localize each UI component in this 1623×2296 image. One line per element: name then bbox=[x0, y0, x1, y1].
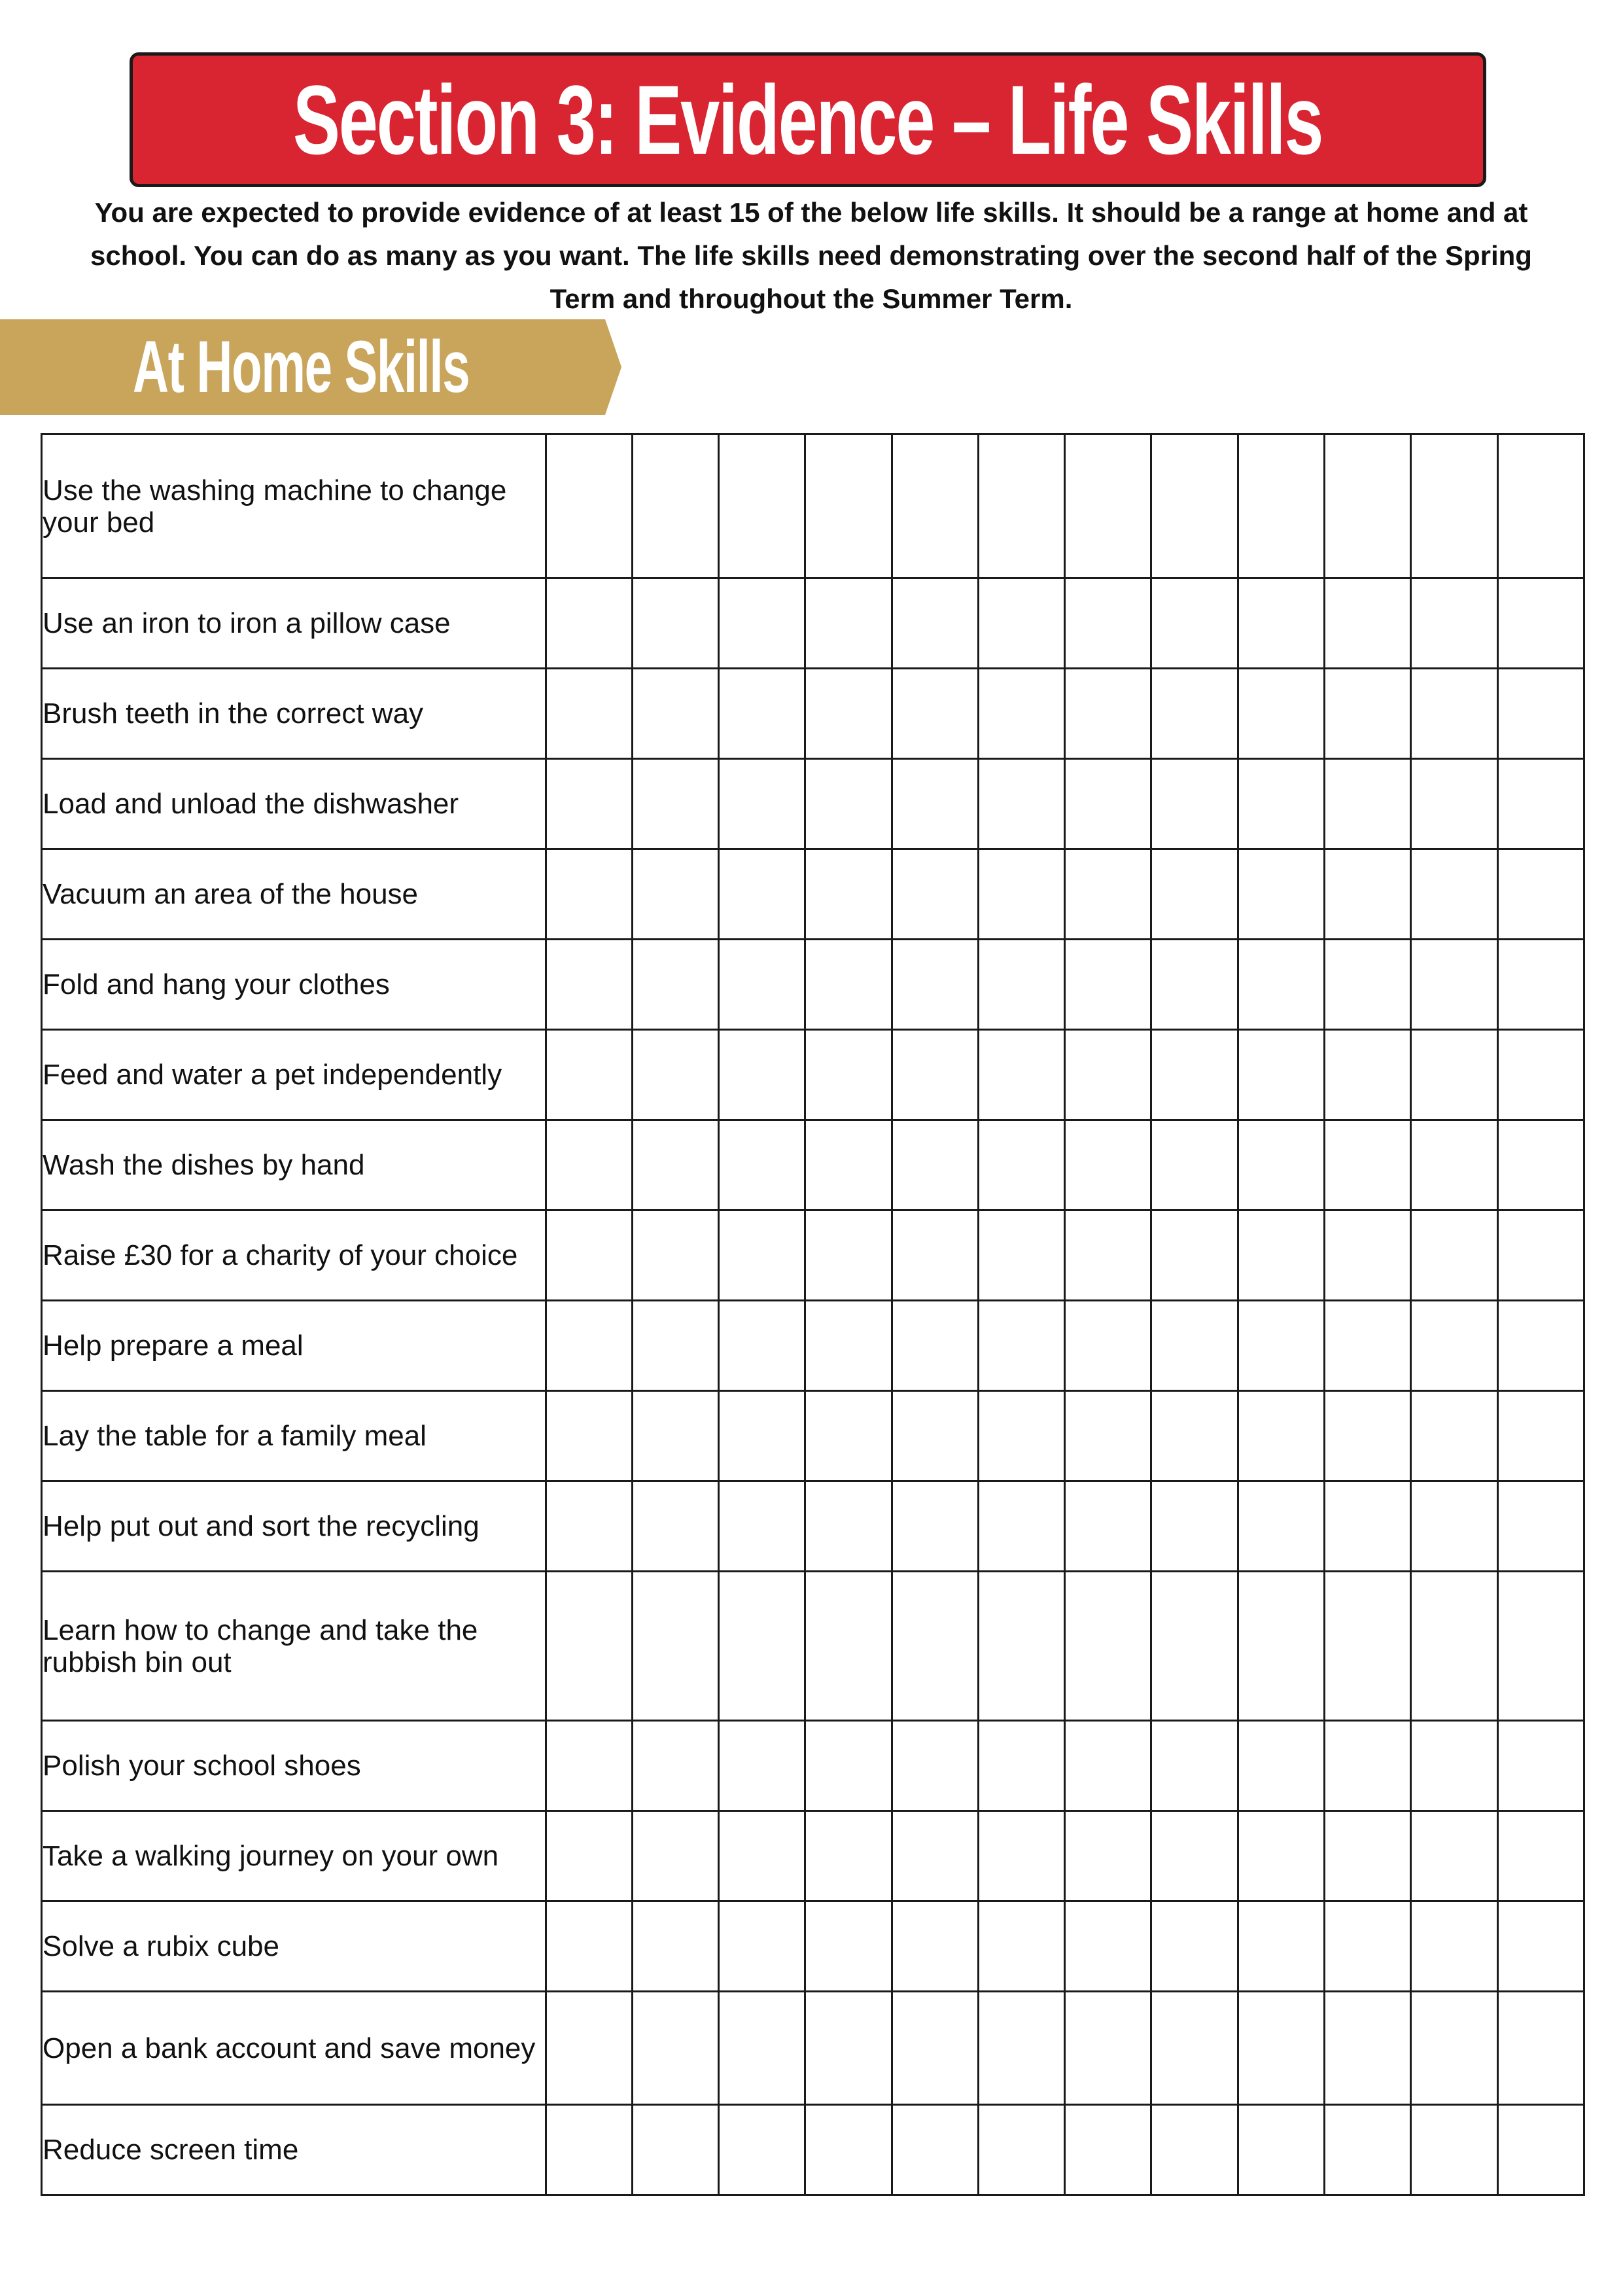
evidence-checkbox-cell[interactable] bbox=[632, 1721, 718, 1811]
evidence-checkbox-cell[interactable] bbox=[978, 2105, 1064, 2195]
evidence-checkbox-cell[interactable] bbox=[1411, 940, 1497, 1030]
evidence-checkbox-cell[interactable] bbox=[546, 1301, 632, 1391]
evidence-checkbox-cell[interactable] bbox=[632, 849, 718, 940]
evidence-checkbox-cell[interactable] bbox=[978, 849, 1064, 940]
evidence-checkbox-cell[interactable] bbox=[805, 669, 892, 759]
evidence-checkbox-cell[interactable] bbox=[805, 434, 892, 578]
evidence-checkbox-cell[interactable] bbox=[1411, 1120, 1497, 1210]
skill-label: Fold and hang your clothes bbox=[42, 940, 546, 1030]
skill-label: Raise £30 for a charity of your choice bbox=[42, 1210, 546, 1301]
evidence-checkbox-cell[interactable] bbox=[1411, 1301, 1497, 1391]
evidence-checkbox-cell[interactable] bbox=[632, 940, 718, 1030]
evidence-checkbox-cell[interactable] bbox=[1497, 1572, 1584, 1721]
evidence-checkbox-cell[interactable] bbox=[892, 1481, 978, 1572]
skill-row bbox=[42, 1391, 1584, 1481]
skill-row bbox=[42, 1030, 1584, 1120]
evidence-checkbox-cell[interactable] bbox=[632, 1301, 718, 1391]
evidence-checkbox-cell[interactable] bbox=[546, 578, 632, 669]
evidence-checkbox-cell[interactable] bbox=[1411, 849, 1497, 940]
evidence-checkbox-cell[interactable] bbox=[892, 1721, 978, 1811]
evidence-checkbox-cell[interactable] bbox=[805, 1992, 892, 2105]
evidence-checkbox-cell[interactable] bbox=[1497, 1721, 1584, 1811]
evidence-checkbox-cell[interactable] bbox=[1151, 578, 1238, 669]
evidence-checkbox-cell[interactable] bbox=[1497, 1301, 1584, 1391]
evidence-checkbox-cell[interactable] bbox=[1411, 1210, 1497, 1301]
evidence-checkbox-cell[interactable] bbox=[546, 1120, 632, 1210]
evidence-checkbox-cell[interactable] bbox=[1151, 1992, 1238, 2105]
evidence-checkbox-cell[interactable] bbox=[546, 849, 632, 940]
evidence-checkbox-cell[interactable] bbox=[719, 1481, 805, 1572]
skill-label: Load and unload the dishwasher bbox=[42, 759, 546, 849]
skill-label: Lay the table for a family meal bbox=[42, 1391, 546, 1481]
evidence-checkbox-cell[interactable] bbox=[632, 1481, 718, 1572]
evidence-checkbox-cell[interactable] bbox=[632, 1120, 718, 1210]
skill-label: Help prepare a meal bbox=[42, 1301, 546, 1391]
evidence-checkbox-cell[interactable] bbox=[1497, 1481, 1584, 1572]
evidence-checkbox-cell[interactable] bbox=[1238, 1901, 1324, 1992]
evidence-checkbox-cell[interactable] bbox=[632, 1391, 718, 1481]
evidence-checkbox-cell[interactable] bbox=[892, 434, 978, 578]
evidence-checkbox-cell[interactable] bbox=[805, 1030, 892, 1120]
evidence-checkbox-cell[interactable] bbox=[632, 669, 718, 759]
evidence-checkbox-cell[interactable] bbox=[1325, 1120, 1411, 1210]
evidence-checkbox-cell[interactable] bbox=[805, 2105, 892, 2195]
evidence-checkbox-cell[interactable] bbox=[1065, 1301, 1151, 1391]
skill-label: Polish your school shoes bbox=[42, 1721, 546, 1811]
skill-row bbox=[42, 578, 1584, 669]
evidence-checkbox-cell[interactable] bbox=[805, 1391, 892, 1481]
evidence-checkbox-cell[interactable] bbox=[1325, 1210, 1411, 1301]
skill-row bbox=[42, 1721, 1584, 1811]
evidence-checkbox-cell[interactable] bbox=[1497, 849, 1584, 940]
evidence-checkbox-cell[interactable] bbox=[632, 1572, 718, 1721]
evidence-checkbox-cell[interactable] bbox=[1411, 1481, 1497, 1572]
evidence-checkbox-cell[interactable] bbox=[1238, 669, 1324, 759]
skill-row bbox=[42, 1120, 1584, 1210]
evidence-checkbox-cell[interactable] bbox=[719, 1721, 805, 1811]
evidence-checkbox-cell[interactable] bbox=[719, 759, 805, 849]
evidence-checkbox-cell[interactable] bbox=[1065, 1210, 1151, 1301]
skill-row bbox=[42, 759, 1584, 849]
evidence-checkbox-cell[interactable] bbox=[1325, 434, 1411, 578]
evidence-checkbox-cell[interactable] bbox=[978, 940, 1064, 1030]
evidence-checkbox-cell[interactable] bbox=[892, 1120, 978, 1210]
evidence-checkbox-cell[interactable] bbox=[1325, 849, 1411, 940]
evidence-checkbox-cell[interactable] bbox=[1151, 1301, 1238, 1391]
evidence-checkbox-cell[interactable] bbox=[1325, 578, 1411, 669]
evidence-checkbox-cell[interactable] bbox=[1151, 1391, 1238, 1481]
evidence-checkbox-cell[interactable] bbox=[1151, 1572, 1238, 1721]
evidence-checkbox-cell[interactable] bbox=[1238, 1721, 1324, 1811]
evidence-checkbox-cell[interactable] bbox=[978, 1301, 1064, 1391]
evidence-checkbox-cell[interactable] bbox=[805, 1901, 892, 1992]
evidence-checkbox-cell[interactable] bbox=[1065, 1811, 1151, 1901]
evidence-checkbox-cell[interactable] bbox=[1325, 1721, 1411, 1811]
evidence-checkbox-cell[interactable] bbox=[1238, 1210, 1324, 1301]
evidence-checkbox-cell[interactable] bbox=[978, 1901, 1064, 1992]
evidence-checkbox-cell[interactable] bbox=[978, 1481, 1064, 1572]
evidence-checkbox-cell[interactable] bbox=[978, 1391, 1064, 1481]
evidence-checkbox-cell[interactable] bbox=[1151, 1901, 1238, 1992]
skill-row bbox=[42, 1481, 1584, 1572]
evidence-checkbox-cell[interactable] bbox=[1065, 578, 1151, 669]
evidence-checkbox-cell[interactable] bbox=[892, 759, 978, 849]
evidence-checkbox-cell[interactable] bbox=[546, 1992, 632, 2105]
evidence-checkbox-cell[interactable] bbox=[1151, 759, 1238, 849]
evidence-checkbox-cell[interactable] bbox=[1325, 1481, 1411, 1572]
skill-row bbox=[42, 434, 1584, 578]
evidence-checkbox-cell[interactable] bbox=[1411, 1572, 1497, 1721]
evidence-checkbox-cell[interactable] bbox=[892, 1210, 978, 1301]
evidence-checkbox-cell[interactable] bbox=[1325, 669, 1411, 759]
skill-label: Vacuum an area of the house bbox=[42, 849, 546, 940]
evidence-checkbox-cell[interactable] bbox=[719, 669, 805, 759]
evidence-checkbox-cell[interactable] bbox=[1238, 849, 1324, 940]
evidence-checkbox-cell[interactable] bbox=[1411, 1811, 1497, 1901]
evidence-checkbox-cell[interactable] bbox=[1238, 1391, 1324, 1481]
evidence-checkbox-cell[interactable] bbox=[632, 759, 718, 849]
evidence-checkbox-cell[interactable] bbox=[1325, 1301, 1411, 1391]
evidence-checkbox-cell[interactable] bbox=[546, 940, 632, 1030]
evidence-checkbox-cell[interactable] bbox=[546, 1901, 632, 1992]
evidence-checkbox-cell[interactable] bbox=[546, 759, 632, 849]
skill-label: Help put out and sort the recycling bbox=[42, 1481, 546, 1572]
evidence-checkbox-cell[interactable] bbox=[892, 1572, 978, 1721]
page-title: Section 3: Evidence – Life Skills bbox=[293, 65, 1323, 175]
evidence-checkbox-cell[interactable] bbox=[632, 1811, 718, 1901]
evidence-checkbox-cell[interactable] bbox=[546, 434, 632, 578]
skill-label: Reduce screen time bbox=[42, 2105, 546, 2195]
evidence-checkbox-cell[interactable] bbox=[805, 1572, 892, 1721]
evidence-checkbox-cell[interactable] bbox=[1151, 669, 1238, 759]
evidence-checkbox-cell[interactable] bbox=[805, 1481, 892, 1572]
evidence-checkbox-cell[interactable] bbox=[1238, 1992, 1324, 2105]
evidence-checkbox-cell[interactable] bbox=[1497, 940, 1584, 1030]
evidence-checkbox-cell[interactable] bbox=[1497, 578, 1584, 669]
evidence-checkbox-cell[interactable] bbox=[805, 1120, 892, 1210]
evidence-checkbox-cell[interactable] bbox=[1411, 2105, 1497, 2195]
evidence-checkbox-cell[interactable] bbox=[1497, 1901, 1584, 1992]
evidence-checkbox-cell[interactable] bbox=[1238, 759, 1324, 849]
evidence-checkbox-cell[interactable] bbox=[632, 434, 718, 578]
evidence-checkbox-cell[interactable] bbox=[805, 1811, 892, 1901]
evidence-checkbox-cell[interactable] bbox=[1411, 669, 1497, 759]
skill-label: Open a bank account and save money bbox=[42, 1992, 546, 2105]
skill-row bbox=[42, 849, 1584, 940]
evidence-checkbox-cell[interactable] bbox=[1497, 434, 1584, 578]
evidence-checkbox-cell[interactable] bbox=[632, 1030, 718, 1120]
evidence-checkbox-cell[interactable] bbox=[1065, 1481, 1151, 1572]
skill-row bbox=[42, 669, 1584, 759]
evidence-checkbox-cell[interactable] bbox=[1238, 1481, 1324, 1572]
evidence-checkbox-cell[interactable] bbox=[1497, 759, 1584, 849]
evidence-checkbox-cell[interactable] bbox=[1238, 578, 1324, 669]
evidence-checkbox-cell[interactable] bbox=[1151, 1030, 1238, 1120]
evidence-checkbox-cell[interactable] bbox=[632, 1901, 718, 1992]
evidence-checkbox-cell[interactable] bbox=[805, 1301, 892, 1391]
skill-row bbox=[42, 1572, 1584, 1721]
skill-row bbox=[42, 940, 1584, 1030]
evidence-checkbox-cell[interactable] bbox=[1151, 1481, 1238, 1572]
evidence-checkbox-cell[interactable] bbox=[892, 578, 978, 669]
evidence-checkbox-cell[interactable] bbox=[1497, 1992, 1584, 2105]
evidence-checkbox-cell[interactable] bbox=[805, 849, 892, 940]
evidence-checkbox-cell[interactable] bbox=[1411, 1992, 1497, 2105]
skill-label: Brush teeth in the correct way bbox=[42, 669, 546, 759]
evidence-checkbox-cell[interactable] bbox=[546, 1391, 632, 1481]
evidence-checkbox-cell[interactable] bbox=[1325, 1901, 1411, 1992]
evidence-checkbox-cell[interactable] bbox=[1497, 1120, 1584, 1210]
intro-line: Term and throughout the Summer Term. bbox=[550, 283, 1073, 314]
evidence-checkbox-cell[interactable] bbox=[546, 1030, 632, 1120]
evidence-checkbox-cell[interactable] bbox=[546, 2105, 632, 2195]
evidence-checkbox-cell[interactable] bbox=[892, 1992, 978, 2105]
evidence-checkbox-cell[interactable] bbox=[1238, 1572, 1324, 1721]
evidence-checkbox-cell[interactable] bbox=[978, 1721, 1064, 1811]
evidence-checkbox-cell[interactable] bbox=[719, 1811, 805, 1901]
evidence-checkbox-cell[interactable] bbox=[546, 1572, 632, 1721]
evidence-checkbox-cell[interactable] bbox=[1497, 669, 1584, 759]
evidence-checkbox-cell[interactable] bbox=[1065, 2105, 1151, 2195]
skill-label: Use the washing machine to change your bed bbox=[42, 434, 546, 578]
evidence-checkbox-cell[interactable] bbox=[546, 1481, 632, 1572]
evidence-checkbox-cell[interactable] bbox=[719, 849, 805, 940]
evidence-checkbox-cell[interactable] bbox=[1065, 1901, 1151, 1992]
evidence-checkbox-cell[interactable] bbox=[1325, 1572, 1411, 1721]
evidence-checkbox-cell[interactable] bbox=[1151, 940, 1238, 1030]
evidence-checkbox-cell[interactable] bbox=[1065, 759, 1151, 849]
evidence-checkbox-cell[interactable] bbox=[1238, 1811, 1324, 1901]
evidence-checkbox-cell[interactable] bbox=[1065, 1721, 1151, 1811]
evidence-checkbox-cell[interactable] bbox=[1065, 669, 1151, 759]
evidence-checkbox-cell[interactable] bbox=[892, 1301, 978, 1391]
evidence-checkbox-cell[interactable] bbox=[719, 940, 805, 1030]
evidence-checkbox-cell[interactable] bbox=[892, 1391, 978, 1481]
evidence-checkbox-cell[interactable] bbox=[978, 578, 1064, 669]
skill-row bbox=[42, 1811, 1584, 1901]
intro-line: school. You can do as many as you want. The life skills need demonstrating over the second half of the Spring bbox=[90, 240, 1532, 271]
evidence-checkbox-cell[interactable] bbox=[1238, 434, 1324, 578]
intro-line: You are expected to provide evidence of at least 15 of the below life skills. It should be a range at home and at bbox=[94, 197, 1528, 228]
evidence-checkbox-cell[interactable] bbox=[1325, 1030, 1411, 1120]
evidence-checkbox-cell[interactable] bbox=[805, 1210, 892, 1301]
evidence-checkbox-cell[interactable] bbox=[1065, 1120, 1151, 1210]
evidence-checkbox-cell[interactable] bbox=[1065, 434, 1151, 578]
skill-row bbox=[42, 1301, 1584, 1391]
evidence-checkbox-cell[interactable] bbox=[719, 578, 805, 669]
evidence-checkbox-cell[interactable] bbox=[1325, 759, 1411, 849]
evidence-checkbox-cell[interactable] bbox=[632, 1210, 718, 1301]
skill-label: Feed and water a pet independently bbox=[42, 1030, 546, 1120]
evidence-checkbox-cell[interactable] bbox=[978, 1030, 1064, 1120]
evidence-checkbox-cell[interactable] bbox=[978, 1210, 1064, 1301]
evidence-checkbox-cell[interactable] bbox=[719, 1391, 805, 1481]
evidence-checkbox-cell[interactable] bbox=[892, 669, 978, 759]
evidence-checkbox-cell[interactable] bbox=[546, 1210, 632, 1301]
skill-label: Solve a rubix cube bbox=[42, 1901, 546, 1992]
skill-row bbox=[42, 1901, 1584, 1992]
evidence-checkbox-cell[interactable] bbox=[1497, 1030, 1584, 1120]
evidence-checkbox-cell[interactable] bbox=[632, 2105, 718, 2195]
evidence-checkbox-cell[interactable] bbox=[978, 434, 1064, 578]
evidence-checkbox-cell[interactable] bbox=[719, 1120, 805, 1210]
evidence-checkbox-cell[interactable] bbox=[1411, 1030, 1497, 1120]
evidence-checkbox-cell[interactable] bbox=[719, 1901, 805, 1992]
evidence-checkbox-cell[interactable] bbox=[719, 1301, 805, 1391]
intro-text bbox=[52, 191, 1570, 321]
evidence-checkbox-cell[interactable] bbox=[1151, 434, 1238, 578]
evidence-checkbox-cell[interactable] bbox=[1497, 2105, 1584, 2195]
evidence-checkbox-cell[interactable] bbox=[719, 2105, 805, 2195]
title-banner bbox=[130, 52, 1486, 187]
evidence-checkbox-cell[interactable] bbox=[978, 1572, 1064, 1721]
skill-label: Use an iron to iron a pillow case bbox=[42, 578, 546, 669]
skills-table bbox=[41, 433, 1585, 2196]
evidence-checkbox-cell[interactable] bbox=[719, 1572, 805, 1721]
evidence-checkbox-cell[interactable] bbox=[632, 1992, 718, 2105]
evidence-checkbox-cell[interactable] bbox=[1411, 1901, 1497, 1992]
evidence-checkbox-cell[interactable] bbox=[1238, 940, 1324, 1030]
skill-label: Take a walking journey on your own bbox=[42, 1811, 546, 1901]
evidence-checkbox-cell[interactable] bbox=[1411, 434, 1497, 578]
evidence-checkbox-cell[interactable] bbox=[1151, 2105, 1238, 2195]
evidence-checkbox-cell[interactable] bbox=[546, 669, 632, 759]
evidence-checkbox-cell[interactable] bbox=[1151, 1811, 1238, 1901]
evidence-checkbox-cell[interactable] bbox=[1411, 1721, 1497, 1811]
evidence-checkbox-cell[interactable] bbox=[632, 578, 718, 669]
evidence-checkbox-cell[interactable] bbox=[719, 1030, 805, 1120]
evidence-checkbox-cell[interactable] bbox=[1065, 1030, 1151, 1120]
evidence-checkbox-cell[interactable] bbox=[892, 940, 978, 1030]
evidence-checkbox-cell[interactable] bbox=[719, 1992, 805, 2105]
evidence-checkbox-cell[interactable] bbox=[1238, 1301, 1324, 1391]
evidence-checkbox-cell[interactable] bbox=[978, 669, 1064, 759]
evidence-checkbox-cell[interactable] bbox=[1151, 1721, 1238, 1811]
evidence-checkbox-cell[interactable] bbox=[1325, 940, 1411, 1030]
evidence-checkbox-cell[interactable] bbox=[1065, 1992, 1151, 2105]
evidence-checkbox-cell[interactable] bbox=[805, 1721, 892, 1811]
evidence-checkbox-cell[interactable] bbox=[546, 1811, 632, 1901]
evidence-checkbox-cell[interactable] bbox=[1325, 1811, 1411, 1901]
evidence-checkbox-cell[interactable] bbox=[1411, 578, 1497, 669]
skill-label: Learn how to change and take the rubbish bin out bbox=[42, 1572, 546, 1721]
evidence-checkbox-cell[interactable] bbox=[1497, 1811, 1584, 1901]
evidence-checkbox-cell[interactable] bbox=[892, 1811, 978, 1901]
evidence-checkbox-cell[interactable] bbox=[805, 578, 892, 669]
evidence-checkbox-cell[interactable] bbox=[1151, 1210, 1238, 1301]
evidence-checkbox-cell[interactable] bbox=[1411, 759, 1497, 849]
evidence-checkbox-cell[interactable] bbox=[1238, 1120, 1324, 1210]
evidence-checkbox-cell[interactable] bbox=[1151, 849, 1238, 940]
evidence-checkbox-cell[interactable] bbox=[805, 759, 892, 849]
evidence-checkbox-cell[interactable] bbox=[719, 434, 805, 578]
section-banner bbox=[0, 319, 621, 415]
evidence-checkbox-cell[interactable] bbox=[1065, 1391, 1151, 1481]
evidence-checkbox-cell[interactable] bbox=[1238, 2105, 1324, 2195]
evidence-checkbox-cell[interactable] bbox=[1065, 1572, 1151, 1721]
evidence-checkbox-cell[interactable] bbox=[1325, 1992, 1411, 2105]
evidence-checkbox-cell[interactable] bbox=[978, 1811, 1064, 1901]
evidence-checkbox-cell[interactable] bbox=[1151, 1120, 1238, 1210]
evidence-checkbox-cell[interactable] bbox=[1497, 1210, 1584, 1301]
evidence-checkbox-cell[interactable] bbox=[1325, 2105, 1411, 2195]
evidence-checkbox-cell[interactable] bbox=[892, 1030, 978, 1120]
evidence-checkbox-cell[interactable] bbox=[978, 1120, 1064, 1210]
evidence-checkbox-cell[interactable] bbox=[1065, 849, 1151, 940]
evidence-checkbox-cell[interactable] bbox=[1238, 1030, 1324, 1120]
evidence-checkbox-cell[interactable] bbox=[1497, 1391, 1584, 1481]
skill-row bbox=[42, 1210, 1584, 1301]
evidence-checkbox-cell[interactable] bbox=[892, 1901, 978, 1992]
evidence-checkbox-cell[interactable] bbox=[805, 940, 892, 1030]
evidence-checkbox-cell[interactable] bbox=[546, 1721, 632, 1811]
evidence-checkbox-cell[interactable] bbox=[1065, 940, 1151, 1030]
section-title: At Home Skills bbox=[132, 326, 470, 408]
evidence-checkbox-cell[interactable] bbox=[1411, 1391, 1497, 1481]
evidence-checkbox-cell[interactable] bbox=[719, 1210, 805, 1301]
skill-row bbox=[42, 1992, 1584, 2105]
evidence-checkbox-cell[interactable] bbox=[892, 849, 978, 940]
skill-row bbox=[42, 2105, 1584, 2195]
skill-label: Wash the dishes by hand bbox=[42, 1120, 546, 1210]
evidence-checkbox-cell[interactable] bbox=[892, 2105, 978, 2195]
evidence-checkbox-cell[interactable] bbox=[978, 759, 1064, 849]
evidence-checkbox-cell[interactable] bbox=[1325, 1391, 1411, 1481]
evidence-checkbox-cell[interactable] bbox=[978, 1992, 1064, 2105]
